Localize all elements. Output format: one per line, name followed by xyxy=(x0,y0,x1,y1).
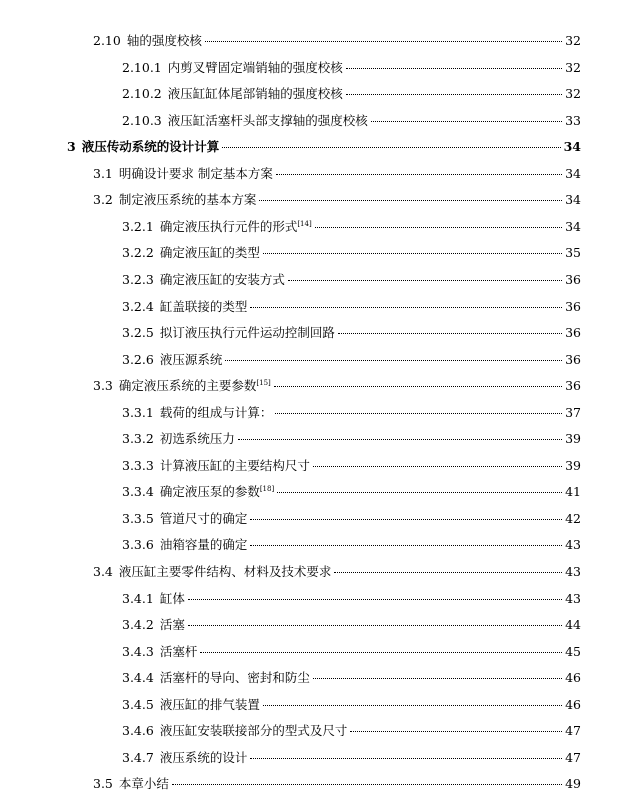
dot-leader xyxy=(250,307,562,308)
toc-entry[interactable] xyxy=(122,429,581,449)
toc-entry-page-number: 42 xyxy=(565,511,581,526)
toc-entry-page-number: 32 xyxy=(565,60,581,75)
toc-entry-title-text: 液压系统的设计 xyxy=(159,750,248,765)
toc-entry-page-number: 34 xyxy=(565,192,581,207)
toc-entry-number: 3.3 xyxy=(93,378,113,393)
toc-entry[interactable] xyxy=(122,403,581,423)
toc-entry[interactable] xyxy=(122,58,581,78)
toc-entry[interactable] xyxy=(67,137,581,157)
toc-entry-page-number: 39 xyxy=(565,431,581,446)
toc-entry-title-text: 计算液压缸的主要结构尺寸 xyxy=(159,458,310,473)
toc-entry[interactable] xyxy=(122,297,581,317)
toc-entry-number: 3.2.2 xyxy=(122,245,154,260)
dot-leader xyxy=(275,413,562,414)
toc-entry[interactable] xyxy=(122,243,581,263)
toc-entry-number: 3.2.1 xyxy=(122,219,154,234)
toc-entry-page-number: 43 xyxy=(565,537,581,552)
toc-entry-page-number: 49 xyxy=(565,776,581,791)
toc-entry-title xyxy=(160,615,185,635)
toc-entry-title-text: 液压缸缸体尾部销轴的强度校核 xyxy=(167,86,343,101)
toc-entry-title xyxy=(168,111,368,131)
toc-entry[interactable] xyxy=(122,615,581,635)
toc-entry-number: 3.3.5 xyxy=(122,511,154,526)
toc-entry-title-text: 活塞杆的导向、密封和防尘 xyxy=(159,670,310,685)
toc-entry[interactable] xyxy=(122,456,581,476)
dot-leader xyxy=(188,599,562,600)
toc-entry-title xyxy=(168,58,343,78)
toc-entry-title xyxy=(119,376,271,396)
toc-entry[interactable] xyxy=(93,190,581,210)
dot-leader xyxy=(350,731,562,732)
toc-entry-title-text: 缸体 xyxy=(159,591,185,606)
toc-entry[interactable] xyxy=(122,642,581,662)
dot-leader xyxy=(250,545,562,546)
toc-entry[interactable] xyxy=(93,376,581,396)
toc-entry-number: 3.4.7 xyxy=(122,750,154,765)
toc-entry-number: 3.1 xyxy=(93,166,113,181)
toc-entry-title xyxy=(160,535,248,555)
toc-entry-page-number: 43 xyxy=(565,564,581,579)
toc-entry-title-text: 活塞杆 xyxy=(159,644,198,659)
toc-entry-page-number: 41 xyxy=(565,484,581,499)
toc-entry[interactable] xyxy=(93,31,581,51)
toc-entry-page-number: 32 xyxy=(565,86,581,101)
toc-entry-number: 3.4.6 xyxy=(122,723,154,738)
toc-entry[interactable] xyxy=(93,562,581,582)
toc-entry-title xyxy=(168,84,343,104)
toc-entry-title xyxy=(160,297,248,317)
toc-entry-title xyxy=(160,403,273,423)
toc-entry-page-number: 46 xyxy=(565,670,581,685)
toc-entry-title-text: 液压缸安装联接部分的型式及尺寸 xyxy=(159,723,348,738)
toc-entry-title-text: 液压源系统 xyxy=(159,352,223,367)
toc-entry-title xyxy=(160,482,274,502)
dot-leader xyxy=(338,333,562,334)
dot-leader xyxy=(334,572,562,573)
toc-entry-title xyxy=(119,562,332,582)
toc-entry[interactable] xyxy=(93,774,581,794)
toc-entry-title-text: 轴的强度校核 xyxy=(126,33,202,48)
toc-entry-page-number: 36 xyxy=(565,352,581,367)
toc-entry[interactable] xyxy=(122,270,581,290)
toc-entry-title-text: 确定液压缸的类型 xyxy=(159,245,260,260)
dot-leader xyxy=(259,200,562,201)
dot-leader xyxy=(172,784,562,785)
toc-entry-title-text: 液压缸活塞杆头部支撑轴的强度校核 xyxy=(167,113,368,128)
toc-entry-number: 3.3.6 xyxy=(122,537,154,552)
toc-entry-number: 3.2.5 xyxy=(122,325,154,340)
toc-entry-number: 3.3.1 xyxy=(122,405,154,420)
toc-entry-title-text: 管道尺寸的确定 xyxy=(159,511,248,526)
toc-entry[interactable] xyxy=(93,164,581,184)
toc-entry-title-text: 液压缸主要零件结构、材料及技术要求 xyxy=(118,564,332,579)
toc-entry-number: 3.4.5 xyxy=(122,697,154,712)
toc-entry-number: 3.5 xyxy=(93,776,113,791)
toc-entry-title-text: 初选系统压力 xyxy=(159,431,235,446)
toc-entry-title-text: 确定液压缸的安装方式 xyxy=(159,272,285,287)
toc-entry[interactable] xyxy=(122,323,581,343)
toc-entry-page-number: 36 xyxy=(565,299,581,314)
toc-entry-number: 3.2.3 xyxy=(122,272,154,287)
toc-entry-number: 2.10.3 xyxy=(122,113,162,128)
toc-entry-page-number: 47 xyxy=(565,750,581,765)
citation-reference[interactable]: [14] xyxy=(297,219,312,228)
dot-leader xyxy=(346,68,562,69)
toc-entry[interactable] xyxy=(122,589,581,609)
toc-entry[interactable] xyxy=(122,509,581,529)
toc-entry-page-number: 32 xyxy=(565,33,581,48)
toc-entry[interactable] xyxy=(122,111,581,131)
toc-entry[interactable] xyxy=(122,84,581,104)
toc-entry-title xyxy=(160,323,335,343)
toc-entry[interactable] xyxy=(122,695,581,715)
dot-leader xyxy=(225,360,562,361)
dot-leader xyxy=(263,253,562,254)
toc-entry-title xyxy=(160,509,248,529)
toc-entry-page-number: 34 xyxy=(565,219,581,234)
dot-leader xyxy=(288,280,562,281)
dot-leader xyxy=(188,625,562,626)
toc-entry-number: 3.3.2 xyxy=(122,431,154,446)
citation-reference[interactable]: [18] xyxy=(259,484,275,493)
toc-entry-title xyxy=(160,721,348,741)
dot-leader xyxy=(277,492,562,493)
toc-entry-title xyxy=(127,31,202,51)
dot-leader xyxy=(263,705,562,706)
toc-entry-number: 2.10.2 xyxy=(122,86,162,101)
toc-entry-title-text: 液压缸的排气装置 xyxy=(159,697,260,712)
toc-entry-page-number: 37 xyxy=(565,405,581,420)
dot-leader xyxy=(313,466,562,467)
toc-entry-title-text: 缸盖联接的类型 xyxy=(159,299,248,314)
toc-entry-title-text: 内剪叉臂固定端销轴的强度校核 xyxy=(167,60,343,75)
toc-entry-page-number: 33 xyxy=(565,113,581,128)
toc-entry[interactable] xyxy=(122,668,581,688)
toc-entry-page-number: 47 xyxy=(565,723,581,738)
dot-leader xyxy=(274,386,562,387)
toc-entry-title-text: 本章小结 xyxy=(118,776,169,791)
toc-entry-page-number: 46 xyxy=(565,697,581,712)
toc-entry-number: 3.2 xyxy=(93,192,113,207)
toc-entry-title xyxy=(82,137,220,157)
toc-entry-number: 3.4.1 xyxy=(122,591,154,606)
toc-entry-number: 3.4.2 xyxy=(122,617,154,632)
toc-entry-title xyxy=(160,695,260,715)
toc-entry-title-text: 拟订液压执行元件运动控制回路 xyxy=(159,325,335,340)
toc-entry-number: 3.3.4 xyxy=(122,484,154,499)
toc-entry[interactable] xyxy=(122,350,581,370)
toc-entry-title-text: 制定液压系统的基本方案 xyxy=(118,192,257,207)
dot-leader xyxy=(315,227,562,228)
toc-entry-title-text: 确定液压系统的主要参数 xyxy=(118,378,257,393)
toc-entry-title xyxy=(119,164,273,184)
toc-entry[interactable] xyxy=(122,482,581,502)
toc-entry-number: 3.2.4 xyxy=(122,299,154,314)
dot-leader xyxy=(222,147,560,148)
toc-entry-title-text: 载荷的组成与计算： xyxy=(159,405,273,420)
citation-reference[interactable]: [15] xyxy=(256,378,271,387)
toc-entry-number: 2.10.1 xyxy=(122,60,162,75)
toc-entry-title xyxy=(160,270,285,290)
toc-entry-title-text: 确定液压执行元件的形式 xyxy=(159,219,298,234)
dot-leader xyxy=(250,519,562,520)
toc-entry-page-number: 36 xyxy=(565,325,581,340)
toc-entry-page-number: 36 xyxy=(565,378,581,393)
toc-entry-title-text: 确定液压泵的参数 xyxy=(159,484,260,499)
toc-entry-page-number: 36 xyxy=(565,272,581,287)
toc-entry[interactable] xyxy=(122,217,581,237)
toc-entry-title xyxy=(119,190,257,210)
dot-leader xyxy=(346,94,562,95)
toc-entry-page-number: 44 xyxy=(565,617,581,632)
dot-leader xyxy=(276,174,562,175)
toc-entry-page-number: 35 xyxy=(565,245,581,260)
toc-entry-title xyxy=(160,350,223,370)
dot-leader xyxy=(371,121,562,122)
toc-entry-page-number: 45 xyxy=(565,644,581,659)
toc-entry-number: 2.10 xyxy=(93,33,121,48)
toc-entry-title-text: 活塞 xyxy=(159,617,185,632)
toc-entry-title xyxy=(160,429,235,449)
toc-entry-page-number: 39 xyxy=(565,458,581,473)
toc-entry[interactable] xyxy=(122,721,581,741)
toc-entry-title xyxy=(119,774,169,794)
toc-entry-page-number: 43 xyxy=(565,591,581,606)
toc-entry-title xyxy=(160,217,312,237)
dot-leader xyxy=(200,652,562,653)
toc-entry-number: 3.4 xyxy=(93,564,113,579)
toc-entry-title xyxy=(160,456,310,476)
dot-leader xyxy=(313,678,562,679)
toc-entry-number: 3.3.3 xyxy=(122,458,154,473)
dot-leader xyxy=(205,41,562,42)
toc-entry-title-text: 油箱容量的确定 xyxy=(159,537,248,552)
toc-entry[interactable] xyxy=(122,748,581,768)
toc-entry-title xyxy=(160,642,198,662)
toc-entry[interactable] xyxy=(122,535,581,555)
toc-entry-number: 3.2.6 xyxy=(122,352,154,367)
toc-entry-number: 3 xyxy=(67,139,76,154)
dot-leader xyxy=(238,439,562,440)
toc-entry-title-text: 液压传动系统的设计计算 xyxy=(81,139,220,154)
toc-entry-title xyxy=(160,243,260,263)
toc-entry-title xyxy=(160,589,185,609)
toc-entry-page-number: 34 xyxy=(565,166,581,181)
toc-entry-number: 3.4.4 xyxy=(122,670,154,685)
toc-entry-title xyxy=(160,668,310,688)
toc-entry-page-number: 34 xyxy=(563,139,581,154)
toc-entry-title-text: 明确设计要求 制定基本方案 xyxy=(118,166,273,181)
toc-entry-title xyxy=(160,748,248,768)
dot-leader xyxy=(250,758,562,759)
toc-entry-number: 3.4.3 xyxy=(122,644,154,659)
